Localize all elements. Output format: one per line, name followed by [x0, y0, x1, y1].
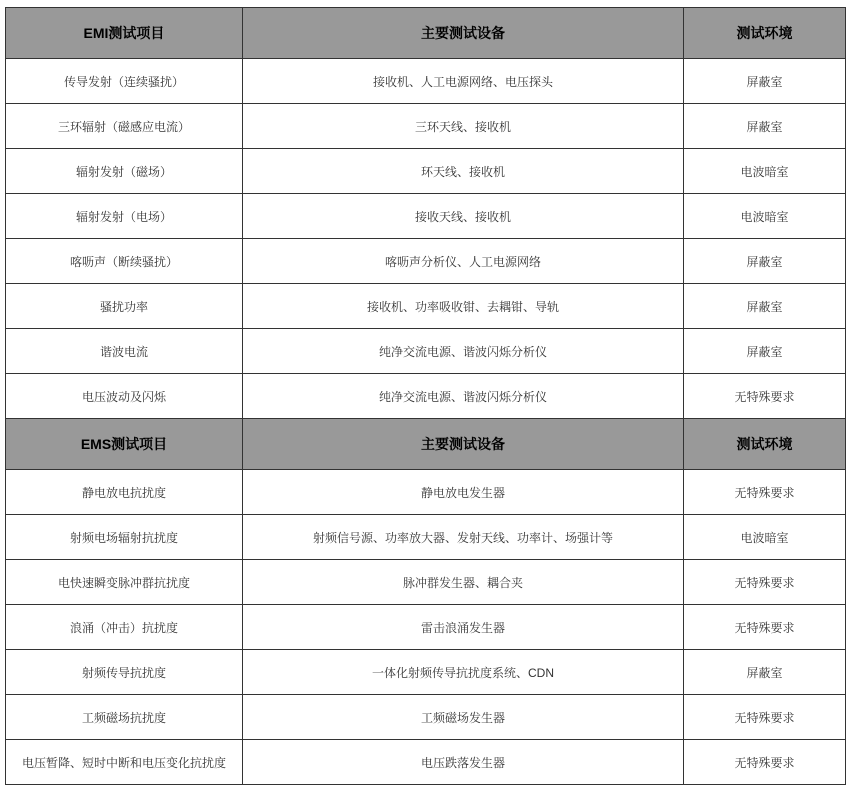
- table-row: [6, 329, 846, 374]
- equipment-cell: 射频信号源、功率放大器、发射天线、功率计、场强计等: [243, 515, 684, 560]
- test-item-cell: 骚扰功率: [6, 284, 243, 329]
- environment-cell: 无特殊要求: [684, 740, 846, 785]
- equipment-cell: 雷击浪涌发生器: [243, 605, 684, 650]
- environment-cell: 电波暗室: [684, 149, 846, 194]
- table-row: [6, 560, 846, 605]
- equipment-cell: 静电放电发生器: [243, 470, 684, 515]
- table-row: [6, 470, 846, 515]
- environment-cell: 无特殊要求: [684, 374, 846, 419]
- emi-equipment-header: 主要测试设备: [243, 8, 684, 59]
- test-item-cell: 谐波电流: [6, 329, 243, 374]
- equipment-cell: 三环天线、接收机: [243, 104, 684, 149]
- equipment-cell: 接收机、人工电源网络、电压探头: [243, 59, 684, 104]
- test-item-cell: 辐射发射（电场）: [6, 194, 243, 239]
- environment-cell: 屏蔽室: [684, 329, 846, 374]
- test-item-cell: 三环辐射（磁感应电流）: [6, 104, 243, 149]
- test-item-cell: 射频传导抗扰度: [6, 650, 243, 695]
- environment-cell: 无特殊要求: [684, 560, 846, 605]
- equipment-cell: 接收天线、接收机: [243, 194, 684, 239]
- equipment-cell: 工频磁场发生器: [243, 695, 684, 740]
- equipment-cell: 纯净交流电源、谐波闪烁分析仪: [243, 329, 684, 374]
- table-row: [6, 59, 846, 104]
- ems-test-item-header: EMS测试项目: [6, 419, 243, 470]
- table-row: [6, 239, 846, 284]
- emi-environment-header: 测试环境: [684, 8, 846, 59]
- equipment-cell: 环天线、接收机: [243, 149, 684, 194]
- environment-cell: 屏蔽室: [684, 284, 846, 329]
- test-item-cell: 喀呖声（断续骚扰）: [6, 239, 243, 284]
- environment-cell: 屏蔽室: [684, 239, 846, 284]
- test-item-cell: 电压暂降、短时中断和电压变化抗扰度: [6, 740, 243, 785]
- environment-cell: 屏蔽室: [684, 59, 846, 104]
- table-row: [6, 374, 846, 419]
- table-row: [6, 149, 846, 194]
- table-row: [6, 104, 846, 149]
- table-row: [6, 650, 846, 695]
- equipment-cell: 接收机、功率吸收钳、去耦钳、导轨: [243, 284, 684, 329]
- test-item-cell: 电压波动及闪烁: [6, 374, 243, 419]
- emc-test-table: [5, 7, 846, 785]
- test-item-cell: 辐射发射（磁场）: [6, 149, 243, 194]
- table-row: [6, 695, 846, 740]
- equipment-cell: 喀呖声分析仪、人工电源网络: [243, 239, 684, 284]
- environment-cell: 无特殊要求: [684, 695, 846, 740]
- test-item-cell: 静电放电抗扰度: [6, 470, 243, 515]
- environment-cell: 无特殊要求: [684, 605, 846, 650]
- environment-cell: 电波暗室: [684, 515, 846, 560]
- table-row: [6, 740, 846, 785]
- test-item-cell: 工频磁场抗扰度: [6, 695, 243, 740]
- environment-cell: 屏蔽室: [684, 104, 846, 149]
- equipment-cell: 脉冲群发生器、耦合夹: [243, 560, 684, 605]
- environment-cell: 电波暗室: [684, 194, 846, 239]
- ems-equipment-header: 主要测试设备: [243, 419, 684, 470]
- equipment-cell: 电压跌落发生器: [243, 740, 684, 785]
- emi-header-row: [6, 8, 846, 59]
- table-row: [6, 605, 846, 650]
- table-row: [6, 515, 846, 560]
- test-item-cell: 传导发射（连续骚扰）: [6, 59, 243, 104]
- table-row: [6, 194, 846, 239]
- emi-test-item-header: EMI测试项目: [6, 8, 243, 59]
- equipment-cell: 纯净交流电源、谐波闪烁分析仪: [243, 374, 684, 419]
- test-item-cell: 射频电场辐射抗扰度: [6, 515, 243, 560]
- ems-environment-header: 测试环境: [684, 419, 846, 470]
- equipment-cell: 一体化射频传导抗扰度系统、CDN: [243, 650, 684, 695]
- test-item-cell: 电快速瞬变脉冲群抗扰度: [6, 560, 243, 605]
- test-item-cell: 浪涌（冲击）抗扰度: [6, 605, 243, 650]
- environment-cell: 屏蔽室: [684, 650, 846, 695]
- table-row: [6, 284, 846, 329]
- ems-header-row: [6, 419, 846, 470]
- environment-cell: 无特殊要求: [684, 470, 846, 515]
